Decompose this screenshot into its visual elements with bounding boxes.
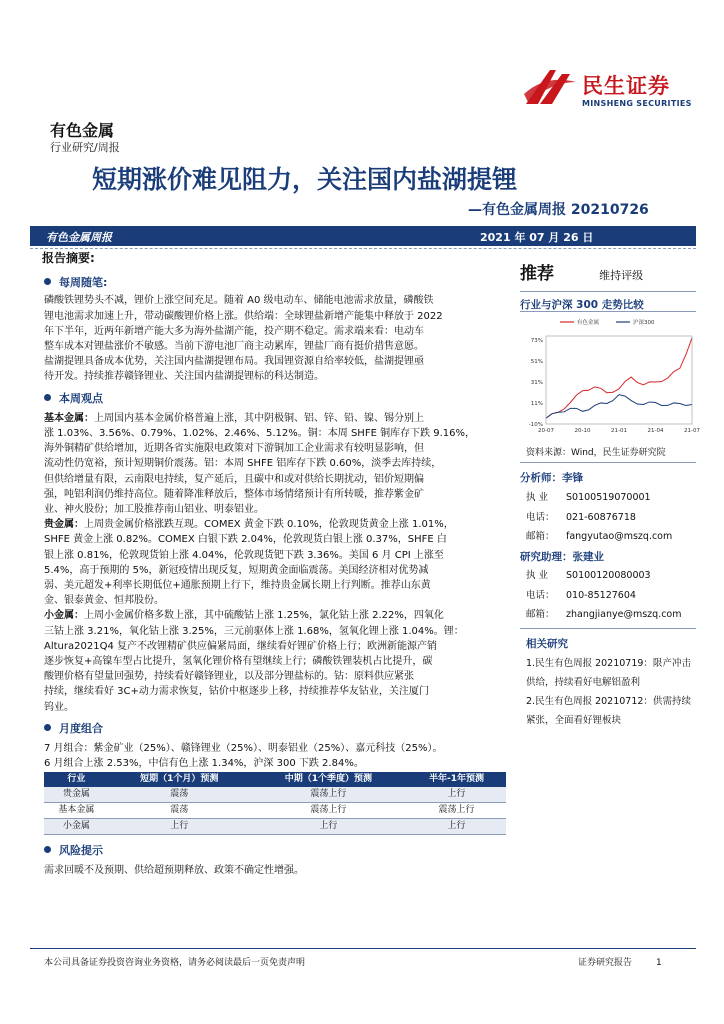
- report-subtitle: —有色金属周报 20210726: [468, 202, 649, 218]
- report-type: 行业研究/周报: [50, 141, 120, 154]
- related-label: 相关研究: [526, 638, 568, 650]
- x-tick-label: 20-10: [574, 428, 591, 434]
- bullet-icon: [44, 846, 51, 853]
- assistant-email-link[interactable]: zhangjianye@mszq.com: [566, 609, 682, 620]
- table-row: 小金属 上行 上行 上行: [44, 819, 506, 835]
- x-tick-label: 21-07: [684, 428, 700, 434]
- report-title: 短期涨价难见阻力，关注国内盐湖提锂: [92, 165, 518, 194]
- chart-title: 行业与沪深 300 走势比较: [520, 299, 644, 311]
- header-band: [30, 226, 696, 246]
- performance-chart: [520, 314, 700, 440]
- table-header-row: 行业 短期（1个月）预测 中期（1个季度）预测 半年-1年预测: [44, 772, 506, 787]
- band-series-name: 有色金属周报: [46, 231, 112, 244]
- y-tick-label: 31%: [530, 380, 543, 386]
- y-tick-label: 73%: [530, 338, 543, 344]
- bullet-icon: [44, 394, 51, 401]
- series-line-index: [546, 395, 692, 418]
- risk-heading: 风险提示: [44, 843, 506, 858]
- rating-label: 推荐: [520, 264, 554, 284]
- summary-label: 报告摘要:: [42, 251, 95, 265]
- weekly-text: 磷酸铁锂势头不减，锂价上涨空间充足。随着 A0 级电动车、储能电池需求放量，磷酸铁 锂电池需求加速上升，带动碳酸锂价格上涨。供给端：全球锂盐新增产能集中释放于 2022 年下半年，近两年新增产能大多为海外盐湖产能，投产期不稳定。需求端来看：电动车 整车成本对锂盐涨价不敏感。当前下游电池厂商主动累库，锂盐厂商有挺价措售意愿。 盐湖提锂具备成本优势，关注国内盐湖提锂布局。我国锂资源自给率较低，盐湖提锂亟 待开发。持续推荐赣锋锂业、关注国内盐湖提锂标的科达制造。: [44, 295, 443, 383]
- table-row: 基本金属 震荡 震荡上行 震荡上行: [44, 802, 506, 818]
- y-tick-label: -10%: [528, 422, 543, 428]
- bullet-icon: [44, 724, 51, 731]
- chart-frame: [546, 336, 692, 424]
- x-tick-label: 20-07: [538, 428, 554, 434]
- report-date: 2021 年 07 月 26 日: [480, 231, 594, 244]
- assistant-contact: 执 业 S0100120080003 电话： 010-85127604 邮箱： zhangjianye@mszq.com: [526, 570, 682, 620]
- portfolio-heading: 月度组合: [44, 721, 506, 736]
- base-metals-text: 基本金属：上周国内基本金属价格普遍上涨，其中阴极铜、铝、锌、铅、镍、锡分别上 涨 1.03%、3.56%、0.79%、1.02%、2.46%、5.12%。铜：本周 SHFE 铜库存下跌 9.16%， 海外铜精矿供给增加，近期各省实施限电政策对下游铜加工企业需求有较明显影响，但 流动性仍宽裕，预计短期铜价震荡。铝：本周 SHFE 铝库存下跌 0.60%，淡季去库持续， 但供给增量有限，云南限电持续，复产延后，且碳中和或对供给长期扰动，铝价短期偏 强，吨铝利润仍维持高位。随着降准释放后，整体市场情绪预计有所转暖，推荐紫金矿 业、神火股份；加工股推荐南山铝业、明泰铝业。: [44, 412, 476, 516]
- analyst-contact: 执 业 S0100519070001 电话： 021-60876718 邮箱： fangyutao@mszq.com: [526, 492, 673, 542]
- related-item[interactable]: 2.民生有色周报 20210712：供需持续紧张，全面看好锂板块: [526, 696, 691, 726]
- analyst-email-link[interactable]: fangyutao@mszq.com: [566, 531, 673, 542]
- summary-column: [44, 251, 506, 878]
- views-heading: 本周观点: [44, 391, 506, 406]
- related-list: [526, 654, 696, 730]
- analyst-label: 分析师：李锋: [520, 472, 583, 484]
- divider: [30, 248, 696, 249]
- divider: [520, 462, 696, 463]
- risk-text: 需求回暖不及预期、供给超预期释放、政策不确定性增强。: [44, 864, 304, 876]
- rating-box: [520, 259, 696, 292]
- x-tick-label: 21-01: [611, 428, 627, 434]
- assistant-label: 研究助理：张建业: [520, 551, 604, 563]
- bullet-icon: [44, 278, 51, 285]
- chart-source: 资料来源：Wind，民生证券研究院: [526, 448, 666, 458]
- precious-metals-text: 贵金属：上周贵金属价格涨跌互现。COMEX 黄金下跌 0.10%，伦敦现货黄金上涨 1.01%， SHFE 黄金上涨 0.82%。COMEX 白银下跌 2.04%，伦敦现货白银上涨 0.37%，SHFE 白 银上涨 0.81%，伦敦现货铂上涨 4.04%，伦敦现货钯下跌 3.36%。美国 6 月 CPI 上涨至 5.4%，高于预期的 5%，新冠疫情出现反复，短期黄金面临震荡。美国经济相对优势减 弱、美元超发+利率长期低位+通胀预期上行下，维持贵金属长期上行判断。推荐山东黄 金、银泰黄金、恒邦股份。: [44, 519, 454, 607]
- legend-label: 有色金属: [577, 320, 600, 326]
- forecast-table: [44, 772, 506, 836]
- minor-metals-text: 小金属：上周小金属价格多数上涨，其中硫酸钴上涨 1.25%，氯化钴上涨 2.22%，四氧化 三钴上涨 3.21%，氧化钴上涨 3.25%，三元前驱体上涨 1.68%，氢氧化锂上涨 1.04%。锂： Altura2021Q4 复产不改锂精矿供应偏紧局面，继续看好锂矿价格上行；欧洲新能源产销 逐步恢复+高镍车型占比提升，氢氧化锂价格有望继续上行；磷酸铁锂装机占比提升，碳 酸锂价格有望量回强势，持续看好赣锋锂业，以及部分锂盐标的。钴：原料供应紧张 持续，继续看好 3C+动力需求恢复，钴价中枢逐步上移，持续推荐华友钴业，关注厦门 钨业。: [44, 610, 464, 713]
- x-tick-label: 21-04: [647, 428, 664, 434]
- brand-logo-mark: [524, 70, 576, 104]
- rating-note: 维持评级: [599, 269, 644, 282]
- weekly-heading: 每周随笔:: [44, 275, 506, 290]
- brand-name: 民生证券: [582, 74, 670, 98]
- divider: [520, 311, 696, 312]
- footer-disclaimer: 本公司具备证券投资咨询业务资格，请务必阅读最后一页免责声明: [44, 958, 306, 968]
- y-tick-label: 51%: [530, 359, 543, 365]
- sector-title: 有色金属: [50, 121, 115, 140]
- page-number: 1: [656, 958, 662, 968]
- brand-name-en: MINSHENG SECURITIES: [582, 99, 692, 108]
- portfolio-text: 7 月组合：紫金矿业（25%）、赣锋锂业（25%）、明泰铝业（25%）、嘉元科技（25%）。 6 月组合上涨 2.53%，中信有色上涨 1.34%，沪深 300 下跌 2.84%。: [44, 743, 443, 770]
- y-tick-label: 11%: [530, 401, 543, 407]
- footer-report-label: 证券研究报告 1: [578, 958, 662, 968]
- footer-divider: [30, 948, 696, 949]
- series-line-industry: [546, 338, 692, 418]
- related-item[interactable]: 1.民生有色周报 20210719：限产冲击供给，持续看好电解铝盈利: [526, 658, 691, 688]
- legend-label: 沪深300: [633, 320, 655, 326]
- divider: [520, 628, 696, 629]
- table-row: 贵金属 震荡 震荡上行 上行: [44, 787, 506, 803]
